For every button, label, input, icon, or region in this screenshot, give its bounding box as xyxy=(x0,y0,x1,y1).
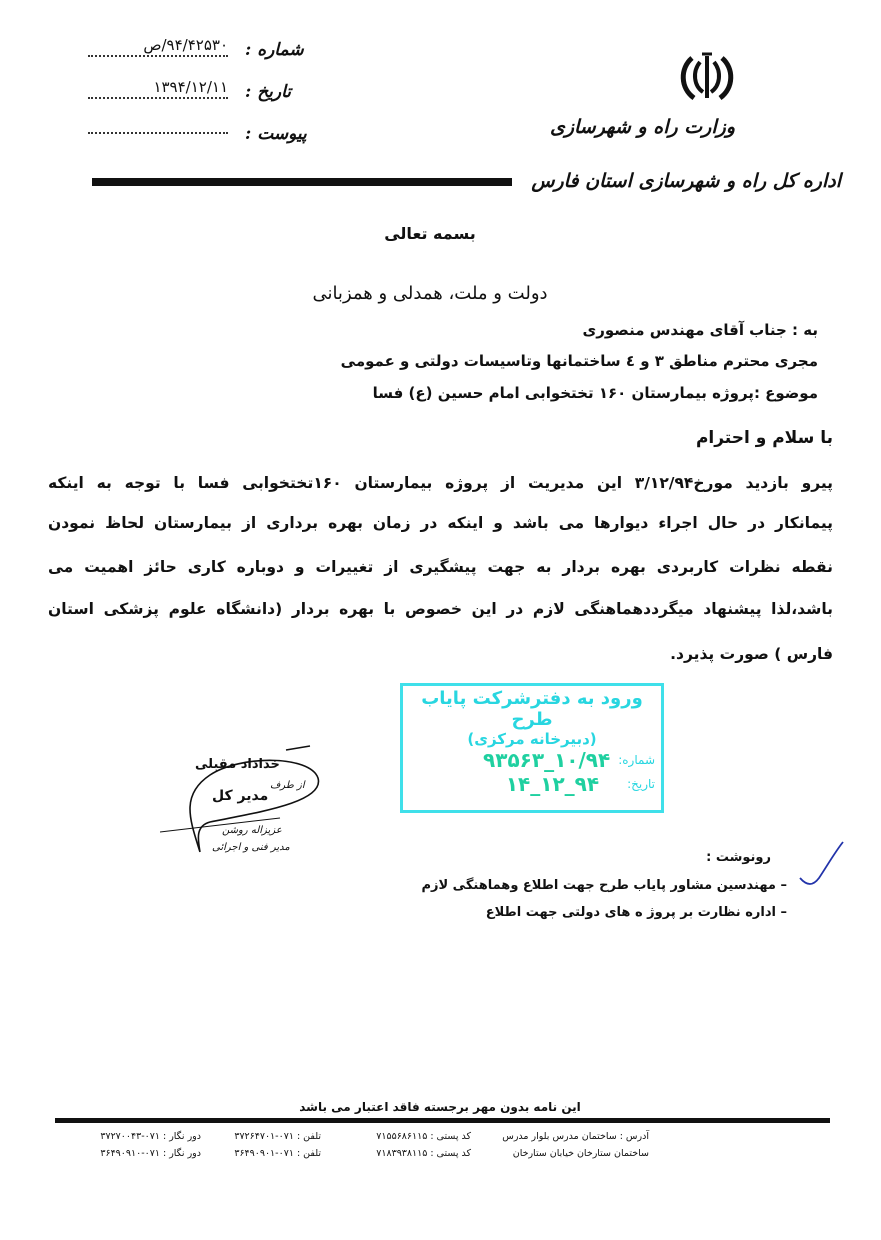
stamp-line1: ورود به دفترشرکت پایاب طرح xyxy=(421,688,643,730)
attachment-label: پیوست : xyxy=(245,124,307,144)
ministry-name: وزارت راه و شهرسازی xyxy=(549,116,735,138)
footer-address-2: ساختمان ستارخان خیابان ستارخان xyxy=(512,1148,649,1159)
footer-fax-2: دور نگار : ۰۷۱-۳۶۴۹۰۹۱۰ xyxy=(100,1148,201,1159)
body-line: فارس ) صورت پذیرد. xyxy=(670,645,833,663)
stamp-number-value: ۱۰/۹۴_۹۳۵۶۳ xyxy=(483,748,611,772)
recipient-line: به : جناب آقای مهندس منصوری xyxy=(582,321,818,339)
footer-postal-2: کد پستی : ۷۱۸۳۹۳۸۱۱۵ xyxy=(376,1148,471,1159)
footer-phone-1: تلفن : ۰۷۱-۳۷۲۶۴۷۰۱ xyxy=(234,1131,321,1142)
stamp-date-label: تاریخ: xyxy=(627,777,655,791)
footer-fax-1: دور نگار : ۰۷۱-۳۷۲۷۰۰۴۳ xyxy=(100,1131,201,1142)
greeting: با سلام و احترام xyxy=(695,428,833,448)
recipient-title-line: مجری محترم مناطق ۳ و ٤ ساختمانها وتاسیسات دولتی و عمومی xyxy=(340,352,818,370)
stamp-number-label: شماره: xyxy=(618,753,655,767)
cc-label: رونوشت : xyxy=(706,850,771,865)
signer-name: خداداد مقبلی xyxy=(195,757,280,772)
footer-phone-2: تلفن : ۰۷۱-۳۶۴۹۰۹۰۱ xyxy=(234,1148,321,1159)
cc-item: – مهندسین مشاور پایاب طرح جهت اطلاع وهماهنگی لازم xyxy=(421,878,787,893)
iran-emblem-icon xyxy=(678,52,736,102)
footer-postal-1: کد پستی : ۷۱۵۵۶۸۶۱۱۵ xyxy=(376,1131,471,1142)
validity-notice: این نامه بدون مهر برجسته فاقد اعتبار می باشد xyxy=(299,1100,581,1114)
number-label: شماره : xyxy=(245,40,304,60)
stamp-date-value: ۹۴_۱۲_۱۴ xyxy=(505,772,600,796)
cosigner-name: عزیزاله روشن xyxy=(222,825,282,836)
body-line: پیمانکار در حال اجراء دیوارها می باشد و اینکه در زمان بهره برداری از بیمارستان لحاظ نمودن xyxy=(48,514,833,532)
footer-divider xyxy=(55,1118,830,1123)
date-label: تاریخ : xyxy=(245,82,292,102)
on-behalf: از طرف xyxy=(270,780,305,791)
body-line: پیرو بازدید مورخ۳/۱۲/۹۴ این مدیریت از پروژه بیمارستان ۱۶۰تختخوابی فسا با توجه به اینکه xyxy=(48,474,833,492)
date-value: ۱۳۹۴/۱۲/۱۱ xyxy=(88,78,228,99)
number-value: ۹۴/۴۲۵۳۰/ص xyxy=(88,36,228,57)
bismillah: بسمه تعالی xyxy=(384,224,476,243)
cosigner-title: مدیر فنی و اجرائی xyxy=(212,842,290,853)
header-divider xyxy=(92,178,512,186)
subject-line: موضوع :پروژه بیمارستان ۱۶۰ تختخوابی امام حسین (ع) فسا xyxy=(372,384,818,402)
pen-checkmark-icon xyxy=(795,838,850,893)
cc-item-text: اداره نظارت بر پروژ ه های دولتی جهت اطلاع xyxy=(485,905,776,920)
received-stamp xyxy=(400,683,664,813)
body-line: باشد،لذا پیشنهاد میگرددهماهنگی لازم در این خصوص با بهره بردار (دانشگاه علوم پزشکی استان xyxy=(48,600,833,618)
body-line: نقطه نظرات کاربردی بهره بردار به جهت پیشگیری از تغییرات و دوباره کاری حائز اهمیت می xyxy=(48,558,833,576)
stamp-line2: (دبیرخانه مرکزی) xyxy=(467,730,597,748)
cc-item: – اداره نظارت بر پروژ ه های دولتی جهت اطلاع xyxy=(485,905,787,920)
attachment-value xyxy=(88,120,228,134)
footer-address-1: آدرس : ساختمان مدرس بلوار مدرس xyxy=(502,1131,649,1142)
cc-item-text: مهندسین مشاور پایاب طرح جهت اطلاع وهماهنگی لازم xyxy=(421,878,776,893)
directorate-name: اداره کل راه و شهرسازی استان فارس xyxy=(531,170,841,192)
slogan: دولت و ملت، همدلی و همزبانی xyxy=(312,283,548,304)
signer-title: مدیر کل xyxy=(212,788,269,804)
